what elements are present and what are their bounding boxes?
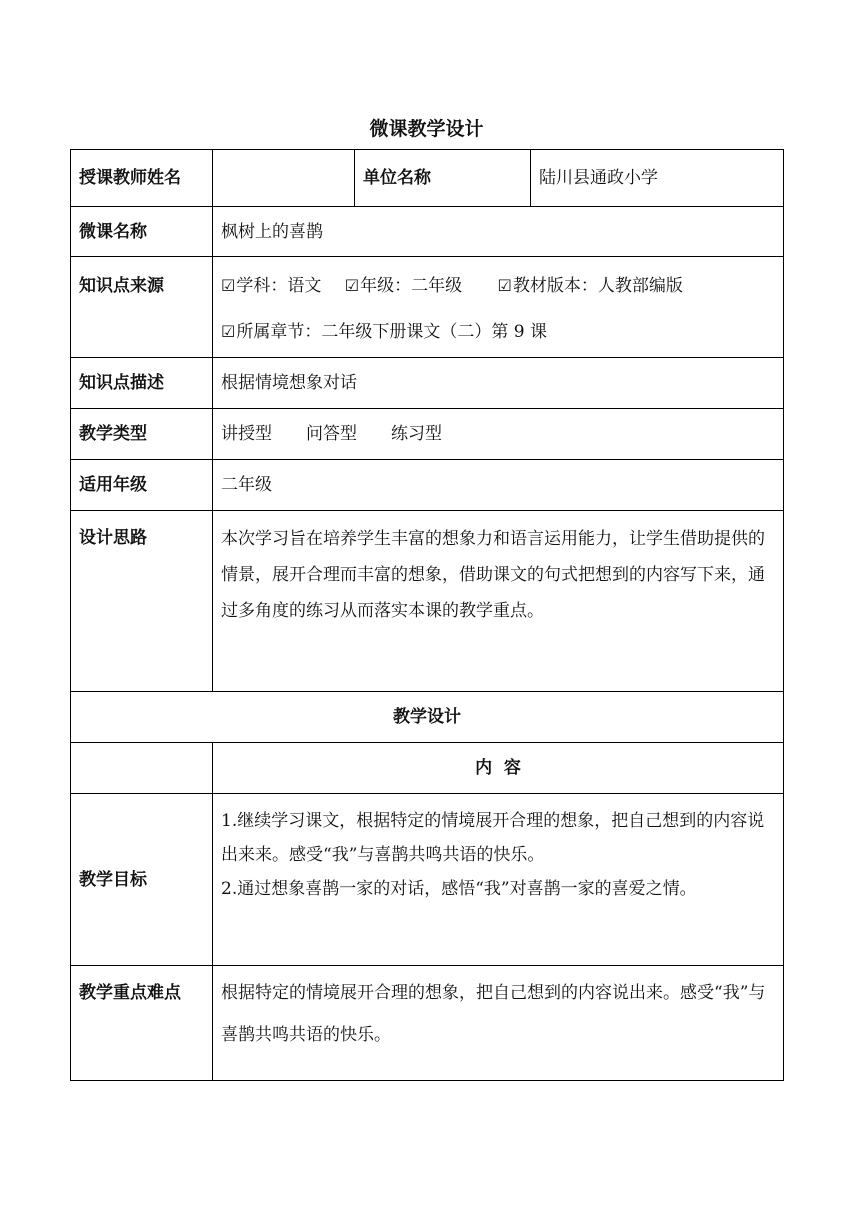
checkbox-checked-icon: ☑ [221,322,236,341]
knowledge-desc-row [71,358,784,409]
design-idea-row [71,511,784,692]
key-points-value: 根据特定的情境展开合理的想象，把自己想到的内容说出来。感受“我”与喜鹊共鸣共语的快乐。 [213,966,784,1081]
lesson-design-table [70,149,784,1081]
teacher-row [71,150,784,207]
grade-text: 年级：二年级 [360,276,463,296]
teacher-label: 授课教师姓名 [71,150,213,207]
checkbox-checked-icon: ☑ [221,276,236,295]
grade-row [71,460,784,511]
edition-checkbox [498,269,683,303]
type-qa: 问答型 [306,424,357,444]
goals-row [71,794,784,966]
checkbox-checked-icon: ☑ [344,276,360,295]
chapter-text: 所属章节：二年级下册课文（二）第 9 课 [236,322,547,342]
knowledge-desc-value: 根据情境想象对话 [213,358,784,409]
type-lecture: 讲授型 [221,424,272,444]
section-title-row [71,692,784,743]
knowledge-source-value [213,257,784,358]
design-idea-value: 本次学习旨在培养学生丰富的想象力和语言运用能力，让学生借助提供的情景，展开合理而丰富的想象，借助课文的句式把想到的内容写下来，通过多角度的练习从而落实本课的教学重点。 [213,511,784,692]
knowledge-source-row [71,257,784,358]
content-header: 内 容 [213,743,784,794]
teaching-type-row [71,409,784,460]
key-points-label: 教学重点难点 [71,966,213,1081]
teaching-type-label: 教学类型 [71,409,213,460]
subject-checkbox [221,269,321,303]
type-practice: 练习型 [391,424,442,444]
checkbox-checked-icon: ☑ [497,276,512,295]
course-name-value: 枫树上的喜鹊 [213,207,784,257]
unit-value: 陆川县通政小学 [531,150,784,207]
grade-label: 适用年级 [71,460,213,511]
goals-label: 教学目标 [71,794,213,966]
chapter-checkbox [221,315,547,349]
edition-text: 教材版本：人教部编版 [512,276,683,296]
unit-label: 单位名称 [355,150,531,207]
design-idea-label: 设计思路 [71,511,213,692]
grade-checkbox [345,269,462,303]
goals-value [213,794,784,966]
content-header-empty [71,743,213,794]
teacher-value [213,150,355,207]
goal-item-2: 2.通过想象喜鹊一家的对话，感悟“我”对喜鹊一家的喜爱之情。 [221,879,697,899]
course-name-row [71,207,784,257]
key-points-row [71,966,784,1081]
subject-text: 学科：语文 [236,276,322,296]
knowledge-source-label: 知识点来源 [71,257,213,358]
course-name-label: 微课名称 [71,207,213,257]
teaching-type-value [213,409,784,460]
document-title: 微课教学设计 [369,118,484,140]
goal-item-1: 1.继续学习课文，根据特定的情境展开合理的想象，把自己想到的内容说出来来。感受“我”与喜鹊共鸣共语的快乐。 [221,811,765,865]
knowledge-desc-label: 知识点描述 [71,358,213,409]
section-title: 教学设计 [71,692,784,743]
content-header-row [71,743,784,794]
grade-value: 二年级 [213,460,784,511]
